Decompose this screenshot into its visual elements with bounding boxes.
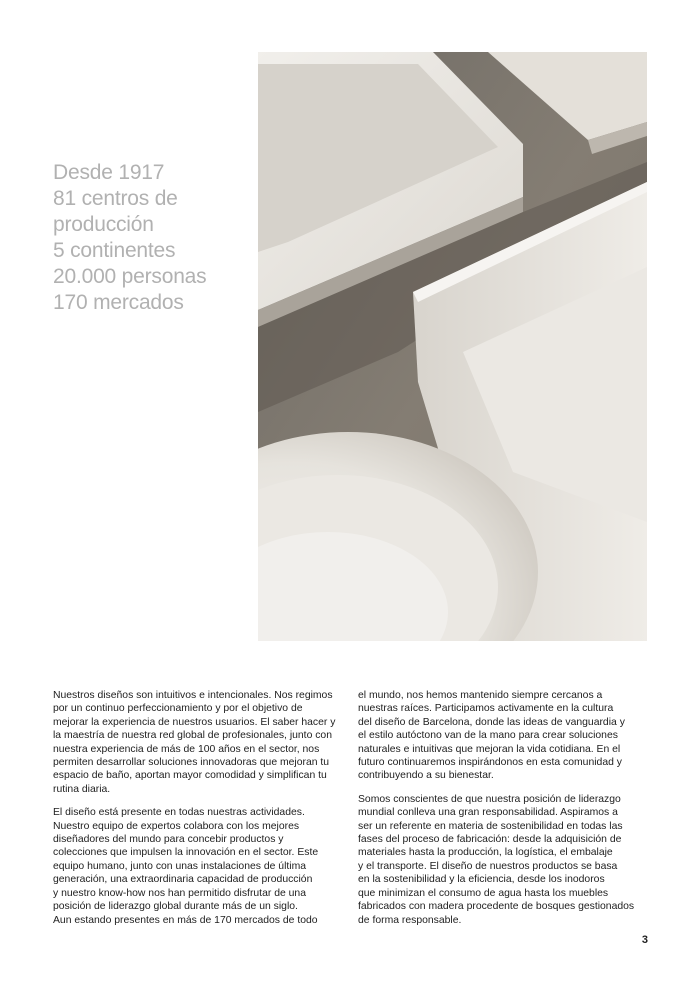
text-line: colecciones que impulsen la innovación en el sector. Este [53,847,319,859]
text-line: permiten desarrollar soluciones innovadoras que mejoran tu [53,757,330,769]
text-line: materiales hasta la producción, la logística, el embalaje [358,847,613,859]
text-line: Somos conscientes de que nuestra posición de liderazgo [358,793,621,805]
text-line: de forma responsable. [358,914,462,926]
text-line: Aun estando presentes en más de 170 mercados de todo [53,914,318,926]
text-line: en la sostenibilidad y la eficiencia, desde los inodoros [358,874,605,886]
text-column-left [53,689,338,937]
text-line: el mundo, nos hemos mantenido siempre cercanos a [358,690,603,701]
text-line: y el transporte. El diseño de nuestros productos se basa [358,860,618,872]
headline-line: 5 continentes [53,239,176,262]
text-line: la maestría de nuestra red global de profesionales, junto con [53,730,332,742]
text-line: generación, una extraordinaria capacidad de producción [53,874,313,886]
text-line: espacio de baño, aportan mayor comodidad y simplifican tu [53,770,327,782]
paragraph [53,689,338,796]
text-line: rutina diaria. [53,783,111,795]
text-line: que minimizan el consumo de agua hasta los muebles [358,887,609,899]
text-line: y nuestro know-how nos han permitido disfrutar de una [53,887,306,899]
headline-line: producción [53,213,154,236]
text-line: naturales e intuitivas que mejoran la vida cotidiana. En el [358,743,621,755]
text-line: nuestras raíces. Participamos activamente en la cultura [358,703,614,715]
text-line: diseñadores del mundo para concebir productos y [53,834,284,846]
headline-line: 20.000 personas [53,265,207,288]
text-line: mejorar la experiencia de nuestros usuarios. El saber hacer y [53,716,336,728]
headline-line: Desde 1917 [53,161,165,184]
text-line: posición de liderazgo global durante más de un siglo. [53,901,298,913]
text-column-right [358,689,643,937]
text-line: mundial conlleva una gran responsabilidad. Aspiramos a [358,807,618,819]
product-photo [258,52,647,641]
text-line: Nuestro equipo de expertos colabora con los mejores [53,820,300,832]
text-line: fases del proceso de fabricación: desde la adquisición de [358,834,622,846]
text-line: el estilo autóctono van de la mano para crear soluciones [358,730,618,742]
headline-line: 81 centros de [53,187,178,210]
text-line: futuro continuaremos inspirándonos en esta comunidad y [358,757,622,769]
paragraph [358,793,643,927]
text-line: contribuyendo a su bienestar. [358,770,494,782]
text-line: por un continuo perfeccionamiento y por el objetivo de [53,703,303,715]
paragraph [358,689,643,783]
text-line: El diseño está presente en todas nuestras actividades. [53,807,305,819]
text-line: Nuestros diseños son intuitivos e intencionales. Nos regimos [53,690,333,701]
page-number: 3 [641,934,648,946]
text-line: nuestra experiencia de más de 100 años en el sector, nos [53,743,320,755]
paragraph [53,806,338,927]
text-line: equipo humano, junto con unas instalaciones de última [53,860,307,872]
text-line: ser un referente en materia de sostenibilidad en todas las [358,820,623,832]
text-line: fabricados con madera procedente de bosques gestionados [358,901,635,913]
headline [53,160,253,316]
text-line: del diseño de Barcelona, donde las ideas de vanguardia y [358,716,625,728]
headline-line: 170 mercados [53,291,184,314]
